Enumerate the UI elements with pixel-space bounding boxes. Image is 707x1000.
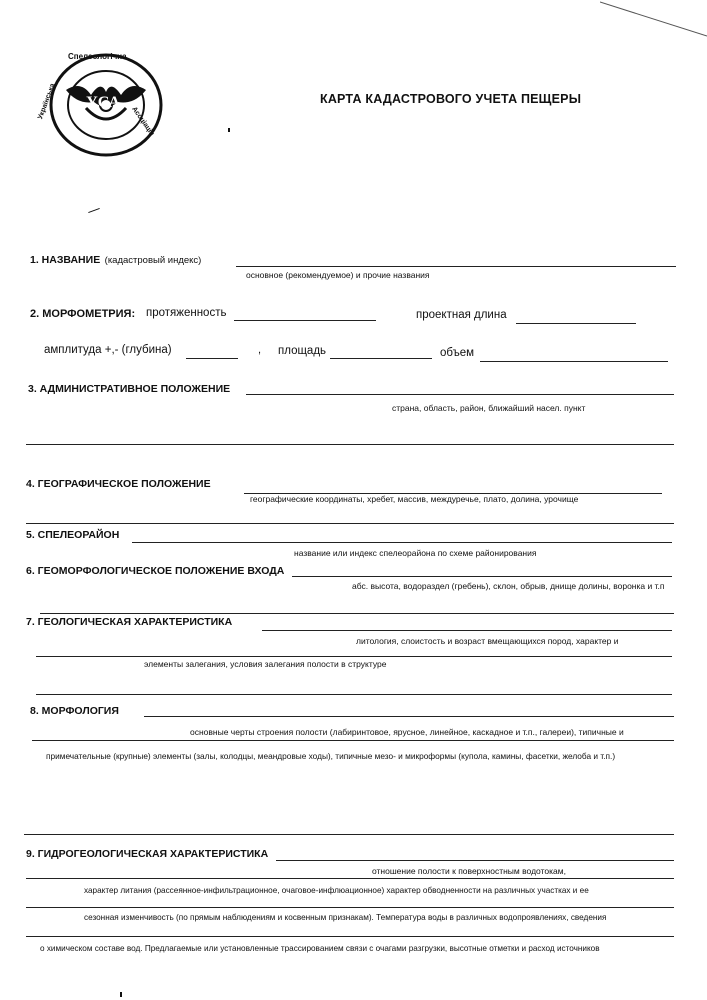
section-7-hint-1: литология, слоистость и возраст вмещающихся пород, характер и bbox=[356, 636, 619, 646]
section-9-label: 9. ГИДРОГЕОЛОГИЧЕСКАЯ ХАРАКТЕРИСТИКА bbox=[26, 848, 269, 860]
section-8-hint-2: примечательные (крупные) элементы (залы, колодцы, меандровые ходы), типичные мезо- и микроформы (купола, камины, фасетки, желоба и т.п.) bbox=[46, 751, 616, 761]
stray-mark bbox=[88, 208, 100, 213]
morphology-line-2[interactable] bbox=[32, 740, 674, 741]
project-length-label: проектная длина bbox=[416, 309, 507, 321]
page-title: КАРТА КАДАСТРОВОГО УЧЕТА ПЕЩЕРЫ bbox=[320, 92, 582, 106]
section-9-hint-1: отношение полости к поверхностным водотокам, bbox=[372, 866, 566, 876]
section-8-label: 8. МОРФОЛОГИЯ bbox=[30, 705, 119, 717]
hydro-line-3[interactable] bbox=[26, 907, 674, 908]
project-length-field-line[interactable] bbox=[516, 323, 636, 324]
section-1 bbox=[30, 250, 201, 268]
length-field-line[interactable] bbox=[234, 320, 376, 321]
speleo-field-line[interactable] bbox=[132, 542, 672, 543]
section-6-hint: абс. высота, водораздел (гребень), склон, обрыв, днище долины, воронка и т.п bbox=[352, 581, 665, 591]
section-3-label: 3. АДМИНИСТРАТИВНОЕ ПОЛОЖЕНИЕ bbox=[28, 383, 231, 395]
name-field-line[interactable] bbox=[236, 266, 676, 267]
area-field-line[interactable] bbox=[330, 358, 432, 359]
logo-left-text: Українська bbox=[37, 82, 57, 121]
hydro-line-4[interactable] bbox=[26, 936, 674, 937]
amplitude-field-line[interactable] bbox=[186, 358, 238, 359]
section-5-label: 5. СПЕЛЕОРАЙОН bbox=[26, 529, 120, 541]
morphology-field-line[interactable] bbox=[144, 716, 674, 717]
geomorph-extra-line[interactable] bbox=[40, 613, 674, 614]
area-label: площадь bbox=[278, 345, 327, 357]
volume-label: объем bbox=[440, 347, 475, 359]
stray-dot bbox=[228, 128, 230, 132]
admin-field-line[interactable] bbox=[246, 394, 674, 395]
section-8-hint-1: основные черты строения полости (лабиринтовое, ярусное, линейное, каскадное и т.п., галереи), типичные и bbox=[190, 727, 624, 737]
section-9-hint-4: о химическом составе вод. Предлагаемые или установленные трассированием связи с очагами разгрузки, высотные отметки и расход источников bbox=[40, 944, 600, 953]
geology-field-line[interactable] bbox=[262, 630, 672, 631]
section-3-hint: страна, область, район, ближайший насел. пункт bbox=[392, 403, 586, 413]
amplitude-label: амплитуда +,- (глубина) bbox=[44, 344, 172, 356]
logo-top-text: Спелеологічна bbox=[68, 52, 127, 61]
section-4-hint: географические координаты, хребет, массив, междуречье, плато, долина, урочище bbox=[250, 494, 579, 504]
section-9-hint-2: характер литания (рассеянное-инфильтрационное, очаговое-инфлюационное) характер обводненности на различных участках и ее bbox=[84, 886, 589, 895]
morphology-line-3[interactable] bbox=[24, 834, 674, 835]
stray-dot bbox=[120, 992, 122, 997]
hydro-line-2[interactable] bbox=[26, 878, 674, 879]
section-4-label: 4. ГЕОГРАФИЧЕСКОЕ ПОЛОЖЕНИЕ bbox=[26, 478, 211, 490]
section-6-label: 6. ГЕОМОРФОЛОГИЧЕСКОЕ ПОЛОЖЕНИЕ ВХОДА bbox=[26, 565, 285, 577]
association-logo bbox=[37, 50, 166, 160]
section-1-label: 1. НАЗВАНИЕ bbox=[30, 254, 101, 266]
page-corner-fold bbox=[600, 0, 707, 40]
section-5-hint: название или индекс спелеорайона по схеме районирования bbox=[294, 548, 537, 558]
section-9-hint-3: сезонная изменчивость (по прямым наблюдениям и косвенным признакам). Температура воды в различных водопроявлениях, сведения bbox=[84, 913, 607, 922]
hydro-field-line[interactable] bbox=[276, 860, 674, 861]
section-1-hint: основное (рекомендуемое) и прочие названия bbox=[246, 270, 430, 280]
section-2-label: 2. МОРФОМЕТРИЯ: bbox=[30, 308, 136, 320]
logo-monogram: УСА bbox=[86, 94, 121, 111]
section-1-sublabel: (кадастровый индекс) bbox=[104, 255, 202, 266]
comma-separator: , bbox=[258, 344, 262, 356]
admin-extra-line[interactable] bbox=[26, 444, 674, 445]
volume-field-line[interactable] bbox=[480, 361, 668, 362]
length-label: протяженность bbox=[146, 307, 227, 319]
geology-line-2[interactable] bbox=[36, 656, 672, 657]
geo-extra-line[interactable] bbox=[26, 523, 674, 524]
section-7-hint-2: элементы залегания, условия залегания полости в структуре bbox=[144, 659, 387, 669]
geology-line-3[interactable] bbox=[36, 694, 672, 695]
logo-right-text: Асоціація bbox=[130, 105, 156, 138]
section-7-label: 7. ГЕОЛОГИЧЕСКАЯ ХАРАКТЕРИСТИКА bbox=[26, 616, 233, 628]
geomorph-field-line[interactable] bbox=[292, 576, 672, 577]
